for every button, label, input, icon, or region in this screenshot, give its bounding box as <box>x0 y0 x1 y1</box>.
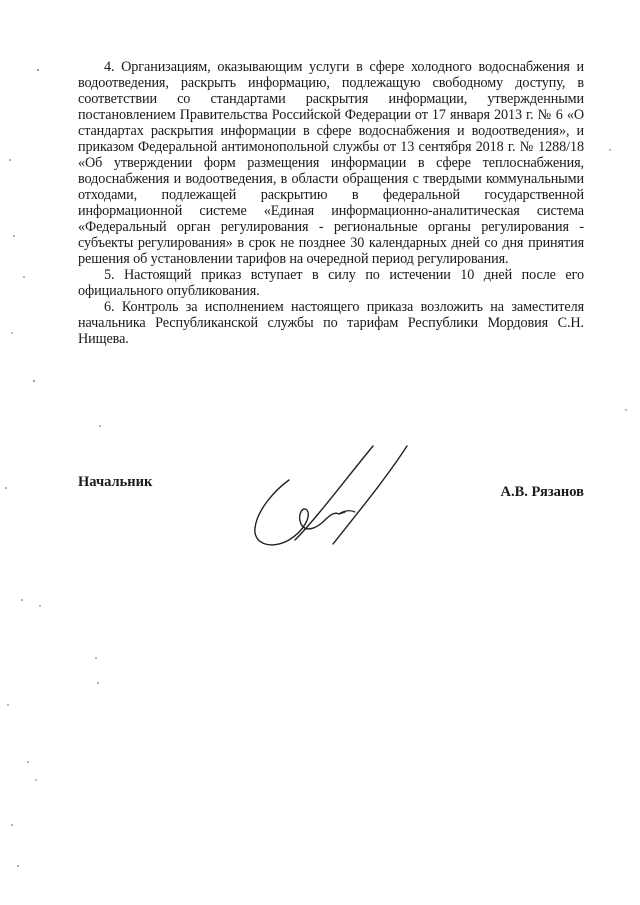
handwritten-signature <box>245 440 415 560</box>
document-body <box>78 59 584 347</box>
paragraph-5: 5. Настоящий приказ вступает в силу по истечении 10 дней после его официального опубликования. <box>78 267 584 299</box>
signatory-name: А.В. Рязанов <box>500 484 584 500</box>
paragraph-4: 4. Организациям, оказывающим услуги в сфере холодного водоснабжения и водоотведения, раскрыть информацию, подлежащую свободному доступу, в соответствии со стандартами раскрытия информации, утвержденными постановлением Правительства Российской Федерации от 17 января 2013 г. № 6 «О стандартах раскрытия информации в сфере водоснабжения и водоотведения», и приказом Федеральной антимонопольной службы от 13 сентября 2018 г. № 1288/18 «Об утверждении форм размещения информации в сфере теплоснабжения, водоснабжения и водоотведения, в области обращения с твердыми коммунальными отходами, подлежащей раскрытию в федеральной государственной информационной системе «Единая информационно-аналитическая система «Федеральный орган регулирования - региональные органы регулирования - субъекты регулирования» в срок не позднее 30 календарных дней со дня принятия решения об установлении тарифов на очередной период регулирования. <box>78 59 584 267</box>
paragraph-6: 6. Контроль за исполнением настоящего приказа возложить на заместителя начальника Республиканской службы по тарифам Республики Мордовия С.Н. Нищева. <box>78 299 584 347</box>
signatory-title: Начальник <box>78 474 153 490</box>
